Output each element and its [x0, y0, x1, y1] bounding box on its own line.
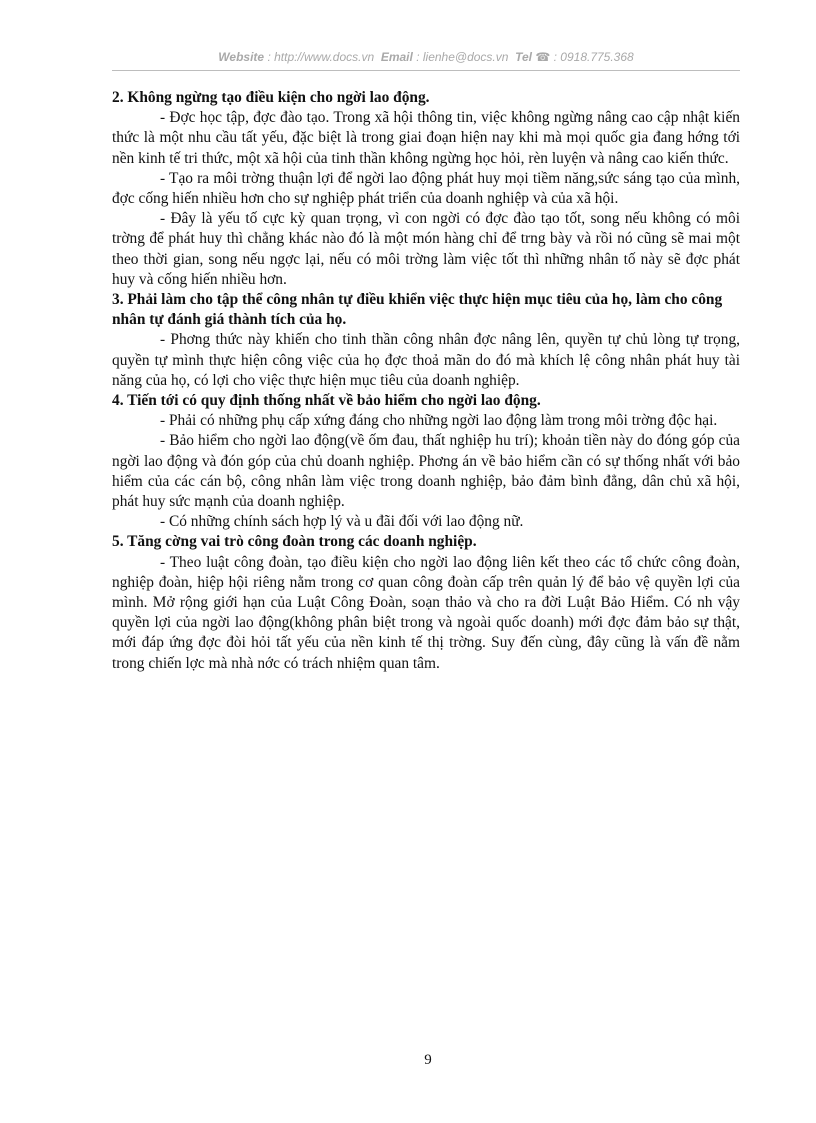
section-heading-2: 2. Không ngừng tạo điều kiện cho ngời lao động.	[112, 89, 430, 106]
section-2-paragraph-3: - Đây là yếu tố cực kỳ quan trọng, vì con ngời có đợc đào tạo tốt, song nếu không có môi trờng để phát huy thì chẳng khác nào đó là một món hàng chỉ để trng bày và rồi nó cũng sẽ mai một theo thời gian, song nếu ngợc lại, nếu có môi trờng làm việc tốt thì những nhân tố này sẽ đợc phát huy và cống hiến nhiều hơn.	[112, 210, 740, 288]
header-divider	[112, 70, 740, 71]
email-label: Email	[380, 50, 413, 64]
section-5-paragraph-1: - Theo luật công đoàn, tạo điều kiện cho ngời lao động liên kết theo các tổ chức công đoàn, nghiệp đoàn, hiệp hội riêng nằm trong cơ quan công đoàn cấp trên quản lý để bảo vệ quyền lợi của mình. Mở rộng giới hạn của Luật Công Đoàn, soạn thảo và cho ra đời Luật Bảo Hiểm. Có nh vậy quyền lợi của ngời lao động(không phân biệt trong và ngoài quốc doanh) mới đợc đảm bảo sự thật, mới đáp ứng đợc đòi hỏi tất yếu của nền kinh tế thị trờng. Suy đến cùng, đây cũng là vấn đề nằm trong chiến lợc mà nhà nớc có trách nhiệm quan tâm.	[112, 553, 740, 672]
document-body	[112, 88, 740, 674]
section-2-paragraph-2: - Tạo ra môi trờng thuận lợi để ngời lao động phát huy mọi tiềm năng,sức sáng tạo của mình, đợc cống hiến nhiều hơn cho sự nghiệp phát triển của doanh nghiệp và của xã hội.	[112, 169, 740, 208]
page-header	[110, 50, 742, 64]
tel-label: Tel	[515, 50, 532, 64]
section-heading-3: 3. Phải làm cho tập thể công nhân tự điều khiển việc thực hiện mục tiêu của họ, làm cho công nhân tự đánh giá thành tích của họ.	[112, 291, 723, 329]
section-4-paragraph-1: - Phải có những phụ cấp xứng đáng cho những ngời lao động làm trong môi trờng độc hại.	[160, 412, 718, 430]
page-number: 9	[424, 1052, 432, 1068]
phone-number: ☎ : 0918.775.368	[535, 50, 634, 64]
email-address-link[interactable]: : lienhe@docs.vn	[416, 50, 509, 64]
section-heading-5: 5. Tăng cờng vai trò công đoàn trong các doanh nghiệp.	[112, 533, 477, 551]
section-4-paragraph-3: - Có những chính sách hợp lý và u đãi đối với lao động nữ.	[160, 513, 524, 531]
section-heading-4: 4. Tiến tới có quy định thống nhất về bảo hiểm cho ngời lao động.	[112, 392, 541, 410]
website-url-link[interactable]: : http://www.docs.vn	[267, 50, 375, 64]
section-3-paragraph-1: - Phơng thức này khiến cho tinh thần công nhân đợc nâng lên, quyền tự chủ lòng tự trọng, quyền tự mình thực hiện công việc của họ đợc thoả mãn do đó mà khích lệ công nhân phát huy tài năng của họ, có lợi cho việc thực hiện mục tiêu của doanh nghiệp.	[112, 331, 740, 389]
website-label: Website	[218, 50, 265, 64]
section-4-paragraph-2: - Bảo hiểm cho ngời lao động(về ốm đau, thất nghiệp hu trí); khoản tiền này do đóng góp của ngời lao động và đón góp của chủ doanh nghiệp. Phơng án về bảo hiểm cần có sự thống nhất với bảo hiểm của các cán bộ, công nhân làm việc trong doanh nghiệp, bảo đảm bình đẳng, dân chủ xã hội, phát huy sức mạnh của doanh nghiệp.	[112, 432, 740, 511]
section-2-paragraph-1: - Đợc học tập, đợc đào tạo. Trong xã hội thông tin, việc không ngừng nâng cao cập nhật kiến thức là một nhu cầu tất yếu, đặc biệt là trong giai đoạn hiện nay khi mà mọi quốc gia đang hớng tới nền kinh tế tri thức, một xã hội của tinh thần không ngừng học hỏi, rèn luyện và nâng cao kiến thức.	[112, 109, 740, 167]
